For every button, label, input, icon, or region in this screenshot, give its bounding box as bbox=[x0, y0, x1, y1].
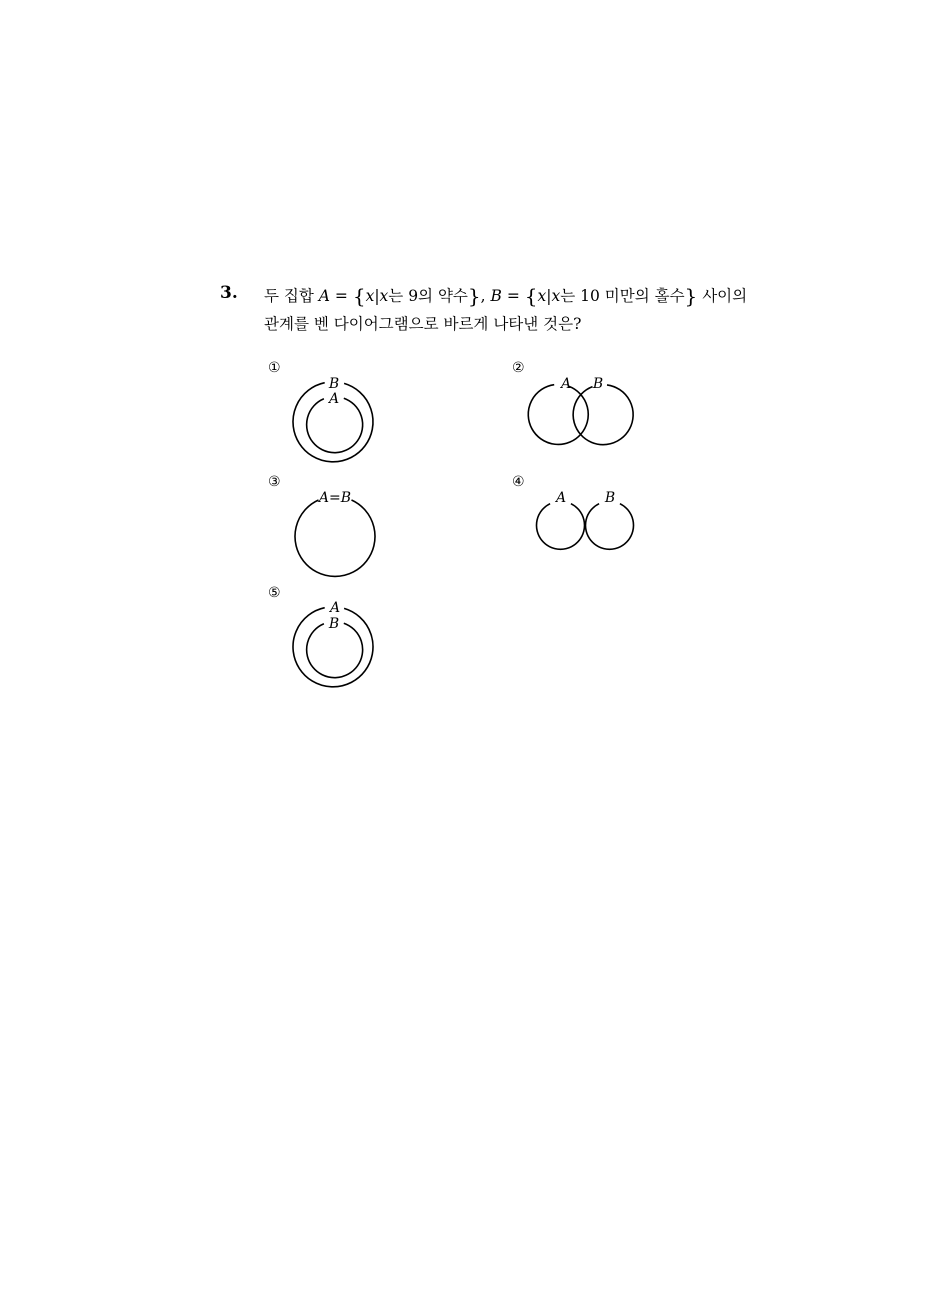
option-5-venn-diagram bbox=[290, 597, 380, 692]
left-circle bbox=[537, 504, 585, 550]
left-label: A bbox=[555, 490, 567, 506]
outer-label: B bbox=[328, 376, 340, 392]
question-text-line-2: 관계를 벤 다이어그램으로 바르게 나타낸 것은? bbox=[264, 315, 582, 333]
left-circle bbox=[528, 385, 588, 445]
left-label: A bbox=[560, 376, 572, 392]
option-1-marker[interactable]: ① bbox=[268, 360, 281, 376]
right-circle bbox=[586, 504, 634, 550]
set-b-name: B bbox=[490, 287, 502, 305]
label: A=B bbox=[318, 490, 352, 506]
inner-label: B bbox=[328, 616, 340, 632]
inner-label: A bbox=[328, 391, 340, 407]
option-3-marker[interactable]: ③ bbox=[268, 474, 281, 490]
right-label: B bbox=[592, 376, 604, 392]
outer-label: A bbox=[329, 600, 341, 616]
option-4-marker[interactable]: ④ bbox=[512, 474, 525, 490]
right-circle bbox=[573, 385, 633, 445]
right-label: B bbox=[604, 490, 616, 506]
question-number: 3. bbox=[220, 283, 238, 303]
circle bbox=[295, 500, 375, 576]
set-a-name: A bbox=[318, 287, 330, 305]
option-1-venn-diagram bbox=[290, 372, 380, 467]
option-2-venn-diagram bbox=[530, 372, 635, 447]
question-text-line-1: 두 집합 A = {x|x는 9의 약수}, B = {x|x는 10 미만의 홀수} 사이의 bbox=[264, 284, 748, 308]
option-3-venn-diagram bbox=[290, 486, 380, 576]
option-2-marker[interactable]: ② bbox=[512, 360, 525, 376]
option-4-venn-diagram bbox=[530, 486, 640, 551]
option-5-marker[interactable]: ⑤ bbox=[268, 585, 281, 601]
